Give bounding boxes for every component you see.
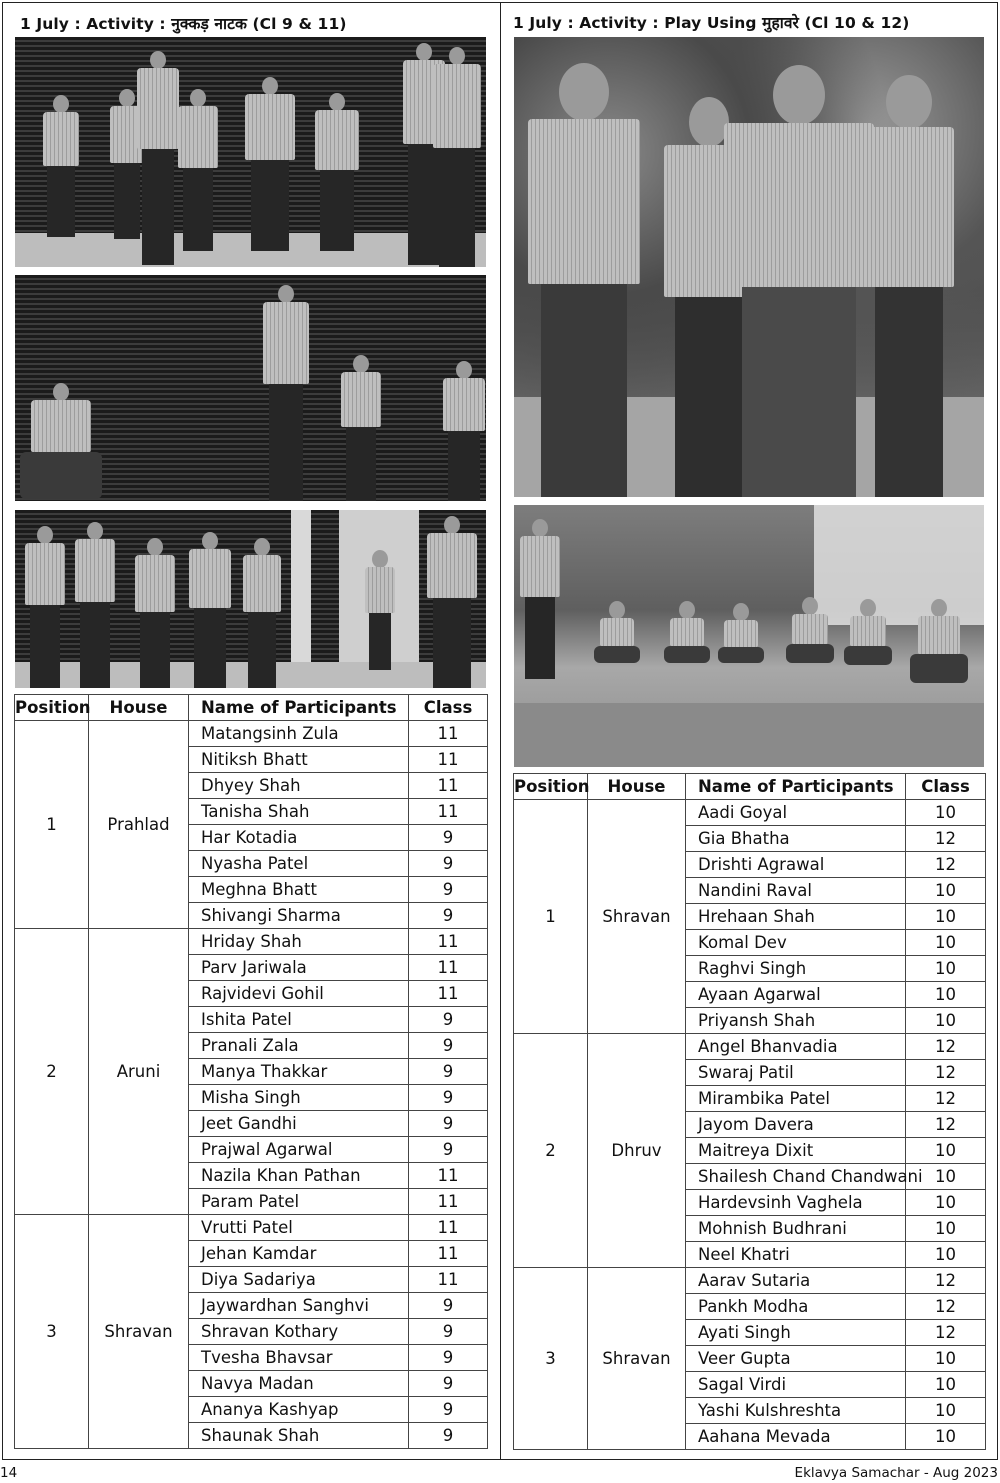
- class-cell: 10: [906, 982, 986, 1008]
- position-cell: 2: [514, 1034, 588, 1268]
- participant-name-cell: Pankh Modha: [686, 1294, 906, 1320]
- class-cell: 9: [409, 903, 488, 929]
- class-cell: 12: [906, 1060, 986, 1086]
- class-cell: 10: [906, 904, 986, 930]
- class-cell: 9: [409, 1111, 488, 1137]
- street-play-photo-2: [15, 275, 486, 501]
- participant-name-cell: Veer Gupta: [686, 1346, 906, 1372]
- participant-name-cell: Shaunak Shah: [189, 1423, 409, 1449]
- participant-name-cell: Nyasha Patel: [189, 851, 409, 877]
- class-cell: 9: [409, 1371, 488, 1397]
- idiom-play-photo-1: [514, 37, 984, 497]
- class-cell: 9: [409, 1007, 488, 1033]
- column-divider: [500, 2, 501, 1460]
- class-cell: 10: [906, 800, 986, 826]
- participant-name-cell: Ayati Singh: [686, 1320, 906, 1346]
- participant-name-cell: Shivangi Sharma: [189, 903, 409, 929]
- house-cell: Shravan: [588, 1268, 686, 1450]
- class-cell: 9: [409, 1345, 488, 1371]
- participant-name-cell: Nandini Raval: [686, 878, 906, 904]
- participant-name-cell: Manya Thakkar: [189, 1059, 409, 1085]
- participant-name-cell: Sagal Virdi: [686, 1372, 906, 1398]
- class-cell: 9: [409, 877, 488, 903]
- class-cell: 10: [906, 1008, 986, 1034]
- participants-header: Name of Participants: [686, 774, 906, 800]
- participant-name-cell: Aadi Goyal: [686, 800, 906, 826]
- class-cell: 11: [409, 1215, 488, 1241]
- participant-name-cell: Matangsinh Zula: [189, 721, 409, 747]
- class-cell: 10: [906, 1242, 986, 1268]
- participant-name-cell: Raghvi Singh: [686, 956, 906, 982]
- table-row: [514, 1034, 986, 1060]
- participant-name-cell: Komal Dev: [686, 930, 906, 956]
- participant-name-cell: Aarav Sutaria: [686, 1268, 906, 1294]
- class-cell: 9: [409, 1293, 488, 1319]
- right-results-table: [513, 773, 986, 1450]
- participant-name-cell: Prajwal Agarwal: [189, 1137, 409, 1163]
- participant-name-cell: Ayaan Agarwal: [686, 982, 906, 1008]
- house-header: House: [89, 695, 189, 721]
- class-cell: 9: [409, 1085, 488, 1111]
- participant-name-cell: Jeet Gandhi: [189, 1111, 409, 1137]
- table-header-row: [15, 695, 488, 721]
- house-header: House: [588, 774, 686, 800]
- participant-name-cell: Misha Singh: [189, 1085, 409, 1111]
- participant-name-cell: Nitiksh Bhatt: [189, 747, 409, 773]
- participant-name-cell: Ishita Patel: [189, 1007, 409, 1033]
- table-row: [15, 721, 488, 747]
- participant-name-cell: Tvesha Bhavsar: [189, 1345, 409, 1371]
- participants-header: Name of Participants: [189, 695, 409, 721]
- position-cell: 2: [15, 929, 89, 1215]
- participant-name-cell: Aahana Mevada: [686, 1424, 906, 1450]
- class-cell: 10: [906, 1216, 986, 1242]
- class-cell: 11: [409, 1189, 488, 1215]
- position-header: Position: [514, 774, 588, 800]
- position-cell: 1: [514, 800, 588, 1034]
- participant-name-cell: Shravan Kothary: [189, 1319, 409, 1345]
- participant-name-cell: Tanisha Shah: [189, 799, 409, 825]
- participant-name-cell: Yashi Kulshreshta: [686, 1398, 906, 1424]
- class-cell: 12: [906, 1320, 986, 1346]
- participant-name-cell: Parv Jariwala: [189, 955, 409, 981]
- class-cell: 12: [906, 1034, 986, 1060]
- participant-name-cell: Pranali Zala: [189, 1033, 409, 1059]
- class-header: Class: [906, 774, 986, 800]
- street-play-photo-1: [15, 37, 486, 267]
- participant-name-cell: Meghna Bhatt: [189, 877, 409, 903]
- table-row: [15, 1215, 488, 1241]
- participant-name-cell: Drishti Agrawal: [686, 852, 906, 878]
- class-cell: 9: [409, 1059, 488, 1085]
- class-cell: 11: [409, 929, 488, 955]
- table-row: [514, 800, 986, 826]
- class-cell: 12: [906, 826, 986, 852]
- class-cell: 10: [906, 878, 986, 904]
- class-cell: 10: [906, 1424, 986, 1450]
- class-cell: 11: [409, 721, 488, 747]
- position-cell: 3: [15, 1215, 89, 1449]
- participant-name-cell: Swaraj Patil: [686, 1060, 906, 1086]
- participant-name-cell: Navya Madan: [189, 1371, 409, 1397]
- participant-name-cell: Mirambika Patel: [686, 1086, 906, 1112]
- class-cell: 9: [409, 851, 488, 877]
- position-header: Position: [15, 695, 89, 721]
- class-header: Class: [409, 695, 488, 721]
- participant-name-cell: Priyansh Shah: [686, 1008, 906, 1034]
- class-cell: 10: [906, 1164, 986, 1190]
- class-cell: 11: [409, 799, 488, 825]
- class-cell: 11: [409, 1267, 488, 1293]
- table-header-row: [514, 774, 986, 800]
- participant-name-cell: Nazila Khan Pathan: [189, 1163, 409, 1189]
- participant-name-cell: Param Patel: [189, 1189, 409, 1215]
- class-cell: 10: [906, 956, 986, 982]
- participant-name-cell: Gia Bhatha: [686, 826, 906, 852]
- house-cell: Prahlad: [89, 721, 189, 929]
- class-cell: 10: [906, 930, 986, 956]
- left-results-table: [14, 694, 488, 1449]
- participant-name-cell: Jayom Davera: [686, 1112, 906, 1138]
- class-cell: 10: [906, 1138, 986, 1164]
- participant-name-cell: Har Kotadia: [189, 825, 409, 851]
- class-cell: 11: [409, 981, 488, 1007]
- class-cell: 11: [409, 747, 488, 773]
- participant-name-cell: Hardevsinh Vaghela: [686, 1190, 906, 1216]
- position-cell: 1: [15, 721, 89, 929]
- participant-name-cell: Dhyey Shah: [189, 773, 409, 799]
- class-cell: 9: [409, 1423, 488, 1449]
- participant-name-cell: Vrutti Patel: [189, 1215, 409, 1241]
- house-cell: Shravan: [588, 800, 686, 1034]
- position-cell: 3: [514, 1268, 588, 1450]
- class-cell: 9: [409, 1397, 488, 1423]
- right-activity-title: 1 July : Activity : Play Using मुहावरे (Cl 10 & 12): [513, 14, 910, 32]
- class-cell: 11: [409, 773, 488, 799]
- table-row: [15, 929, 488, 955]
- table-row: [514, 1268, 986, 1294]
- class-cell: 9: [409, 825, 488, 851]
- left-activity-title: 1 July : Activity : नुक्कड़ नाटक (Cl 9 & 11): [20, 15, 347, 33]
- participant-name-cell: Angel Bhanvadia: [686, 1034, 906, 1060]
- house-cell: Dhruv: [588, 1034, 686, 1268]
- class-cell: 11: [409, 1241, 488, 1267]
- class-cell: 10: [906, 1398, 986, 1424]
- class-cell: 10: [906, 1190, 986, 1216]
- class-cell: 12: [906, 852, 986, 878]
- participant-name-cell: Diya Sadariya: [189, 1267, 409, 1293]
- participant-name-cell: Jehan Kamdar: [189, 1241, 409, 1267]
- class-cell: 9: [409, 1319, 488, 1345]
- class-cell: 10: [906, 1346, 986, 1372]
- participant-name-cell: Hriday Shah: [189, 929, 409, 955]
- house-cell: Shravan: [89, 1215, 189, 1449]
- class-cell: 9: [409, 1137, 488, 1163]
- participant-name-cell: Shailesh Chand Chandwani: [686, 1164, 906, 1190]
- participant-name-cell: Mohnish Budhrani: [686, 1216, 906, 1242]
- participant-name-cell: Hrehaan Shah: [686, 904, 906, 930]
- street-play-photo-3: [15, 510, 486, 688]
- idiom-play-photo-2: [514, 505, 984, 767]
- house-cell: Aruni: [89, 929, 189, 1215]
- class-cell: 12: [906, 1112, 986, 1138]
- participant-name-cell: Jaywardhan Sanghvi: [189, 1293, 409, 1319]
- class-cell: 11: [409, 1163, 488, 1189]
- class-cell: 12: [906, 1086, 986, 1112]
- class-cell: 12: [906, 1294, 986, 1320]
- participant-name-cell: Neel Khatri: [686, 1242, 906, 1268]
- participant-name-cell: Maitreya Dixit: [686, 1138, 906, 1164]
- class-cell: 12: [906, 1268, 986, 1294]
- class-cell: 11: [409, 955, 488, 981]
- class-cell: 10: [906, 1372, 986, 1398]
- participant-name-cell: Ananya Kashyap: [189, 1397, 409, 1423]
- page-number: 14: [0, 1465, 18, 1481]
- publication-name: Eklavya Samachar - Aug 2023: [794, 1465, 998, 1481]
- class-cell: 9: [409, 1033, 488, 1059]
- participant-name-cell: Rajvidevi Gohil: [189, 981, 409, 1007]
